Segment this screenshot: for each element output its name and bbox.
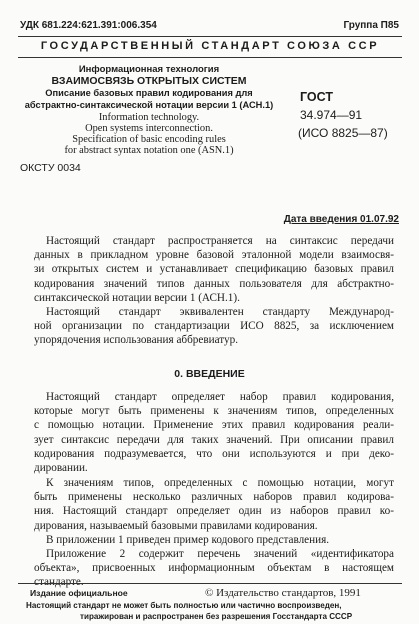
section-heading: 0. ВВЕДЕНИЕ xyxy=(174,368,245,380)
text-line: объекта», присвоенных информационным объектам в настоящем xyxy=(34,562,394,575)
text-line: зи открытых систем и устанавливает спецификацию базовых правил xyxy=(34,263,394,276)
text-line: кодирования подразумевается, что они используются и при деко- xyxy=(34,447,394,460)
edition-label: Издание официальное xyxy=(30,588,128,598)
gost-number: 34.974—91 xyxy=(300,108,363,122)
top-rule xyxy=(18,36,402,37)
okstu-code: ОКСТУ 0034 xyxy=(20,162,81,174)
text-line: В приложении 1 приведен пример кодового представления. xyxy=(46,534,330,546)
text-line: с помощью нотации. Применение этих правил кодирования реали- xyxy=(34,419,394,432)
banner-rule xyxy=(18,57,402,58)
intro-date xyxy=(284,214,399,225)
text-line: Настоящий стандарт определяет набор правил кодирования, xyxy=(46,391,394,403)
text-line: данных в прикладном уровне базовой эталонной модели взаимосвя- xyxy=(34,249,394,262)
intro-date-text: Дата введения 01.07.92 xyxy=(283,214,399,225)
title-line-3: Описание базовых правил кодирования для xyxy=(45,88,253,98)
gost-label: ГОСТ xyxy=(300,90,333,104)
title-en-3: Specification of basic encoding rules xyxy=(72,134,226,145)
text-line: К значениям типов, определенных с помощью нотации, могут xyxy=(46,477,394,489)
text-line: быть применены несколько различных наборов правил кодирова- xyxy=(34,491,394,504)
text-line: синтаксической нотации версии 1 (АСН.1). xyxy=(34,291,240,304)
title-en-4: for abstract syntax notation one (ASN.1) xyxy=(64,145,234,156)
title-en-2: Open systems interconnection. xyxy=(85,123,213,134)
section-paragraph-1 xyxy=(34,390,394,475)
intro-paragraph-1 xyxy=(34,234,394,305)
title-block xyxy=(18,64,280,156)
copyright: © Издательство стандартов, 1991 xyxy=(205,587,361,599)
title-line-1: Информационная технология xyxy=(78,64,220,75)
text-line: кодирования значений типов данных пользователя для абстрактно- xyxy=(34,277,394,290)
group-code: Группа П85 xyxy=(343,20,399,31)
text-line: Настоящий стандарт распространяется на синтаксис передачи xyxy=(46,235,394,247)
intro-paragraph-2 xyxy=(34,305,394,348)
text-line: ной организации по стандартизации ИСО 8825, за исключением xyxy=(34,320,394,333)
text-line: дировании. xyxy=(34,462,88,475)
section-paragraph-2 xyxy=(34,476,394,533)
text-line: ния. Настоящий стандарт определяет один из наборов правил ко- xyxy=(34,505,394,518)
title-line-4: абстрактно-синтаксической нотации версии 1 (АСН.1) xyxy=(24,99,274,110)
notice-line-2: тиражирован и распространен без разрешения Госстандарта СССР xyxy=(80,612,353,621)
text-line: Настоящий стандарт эквивалентен стандарту Международ- xyxy=(46,306,394,318)
udc-code: УДК 681.224:621.391:006.354 xyxy=(20,20,157,31)
title-en-1: Information technology. xyxy=(98,112,200,123)
notice-line-1: Настоящий стандарт не может быть полностью или частично воспроизведен, xyxy=(26,601,342,610)
standard-banner: ГОСУДАРСТВЕННЫЙ СТАНДАРТ СОЮЗА ССР xyxy=(40,40,380,52)
text-line: зует синтаксис передачи для таких значений. При описании правил xyxy=(34,433,394,446)
iso-number: (ИСО 8825—87) xyxy=(298,126,388,140)
footer-rule xyxy=(18,583,402,584)
title-line-2: ВЗАИМОСВЯЗЬ ОТКРЫТЫХ СИСТЕМ xyxy=(51,75,247,87)
text-line: Приложение 2 содержит перечень значений «идентификатора xyxy=(46,548,394,560)
text-line: упорядочения использования аббревиатур. xyxy=(34,334,239,347)
text-line: которые могут быть применены к значениям типов, определенных xyxy=(34,405,394,418)
text-line: дирования, называемый базовыми правилами кодирования. xyxy=(34,519,318,532)
section-paragraph-3 xyxy=(34,533,394,547)
